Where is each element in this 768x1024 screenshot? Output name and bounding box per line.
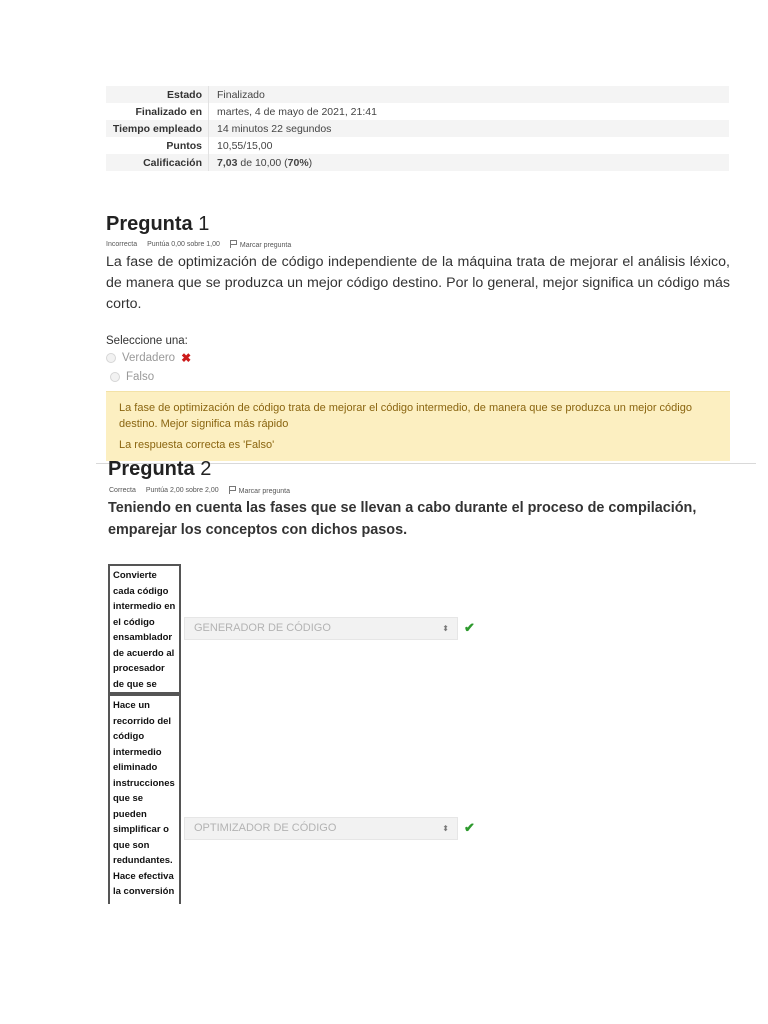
summary-value: Finalizado [217,88,265,101]
select-arrow-icon: ⬍ [442,624,449,633]
summary-label: Puntos [106,137,209,154]
radio-button[interactable] [110,372,120,382]
correct-check-icon: ✔ [464,620,475,635]
grade-end: ) [308,156,313,169]
flag-label: Marcar pregunta [238,488,290,495]
summary-label: Calificación [106,154,209,171]
flag-question-link[interactable] [229,486,290,495]
question-number: 2 [200,458,212,480]
question-1-meta [106,240,291,249]
correct-check-icon: ✔ [464,820,475,835]
feedback-text: La fase de optimización de código trata de mejorar el código intermedio, de manera que se produzca un mejor código destino. Mejor significa más rápido [119,402,692,430]
summary-row-puntos [106,137,729,154]
match-concept-2: Hace un recorrido del código intermedio eliminado instrucciones que se pueden simplificar o que son redundantes. Hace efectiva la conversión [108,694,181,904]
summary-label: Finalizado en [106,103,209,120]
summary-value: martes, 4 de mayo de 2021, 21:41 [217,105,377,118]
question-score: Puntúa 2,00 sobre 2,00 [145,487,219,494]
summary-row-estado [106,86,729,103]
option-label: Falso [126,371,155,383]
feedback-box [106,391,730,461]
question-word: Pregunta [108,458,195,480]
match-answer-select-2[interactable] [184,817,458,840]
flag-label: Marcar pregunta [239,242,292,249]
question-2-meta [109,486,290,495]
question-score: Puntúa 0,00 sobre 1,00 [147,241,220,248]
question-2-title [108,458,211,481]
summary-value [209,154,730,171]
select-arrow-icon: ⬍ [442,824,449,833]
option-label: Verdadero [122,352,176,364]
grade-mid: de 10,00 ( [237,156,288,169]
flag-icon [229,486,236,494]
option-verdadero[interactable] [106,351,191,365]
grade-value: 7,03 [217,156,238,169]
summary-label: Estado [106,86,209,103]
question-status: Correcta [109,487,136,494]
radio-button[interactable] [106,353,116,363]
option-falso[interactable] [110,371,154,383]
summary-value: 14 minutos 22 segundos [217,122,332,135]
summary-row-finalizado [106,103,729,120]
incorrect-cross-icon: ✖ [181,351,192,365]
summary-row-tiempo [106,120,729,137]
question-number: 1 [198,213,210,235]
question-1-title [106,213,209,236]
select-value: OPTIMIZADOR DE CÓDIGO [194,822,337,834]
question-1-text: La fase de optimización de código independiente de la máquina trata de mejorar el análisis léxico, de manera que se produzca un mejor código destino. Por lo general, mejor significa un código más corto. [106,254,730,312]
grade-percent: 70% [287,156,309,169]
flag-question-link[interactable] [230,240,291,249]
match-answer-select-1[interactable] [184,617,458,640]
summary-label: Tiempo empleado [106,120,209,137]
select-value: GENERADOR DE CÓDIGO [194,622,331,634]
question-word: Pregunta [106,213,193,235]
attempt-summary-table [106,86,729,171]
question-2-text: Teniendo en cuenta las fases que se llevan a cabo durante el proceso de compilación, emparejar los conceptos con dichos pasos. [108,500,697,538]
match-concept-1: Convierte cada código intermedio en el código ensamblador de acuerdo al procesador de que se [108,564,181,694]
question-status: Incorrecta [106,241,138,248]
summary-row-calificacion [106,154,729,171]
correct-answer-text: La respuesta correcta es 'Falso' [119,439,275,451]
flag-icon [230,240,237,248]
select-prompt: Seleccione una: [106,335,188,347]
summary-value: 10,55/15,00 [217,139,273,152]
